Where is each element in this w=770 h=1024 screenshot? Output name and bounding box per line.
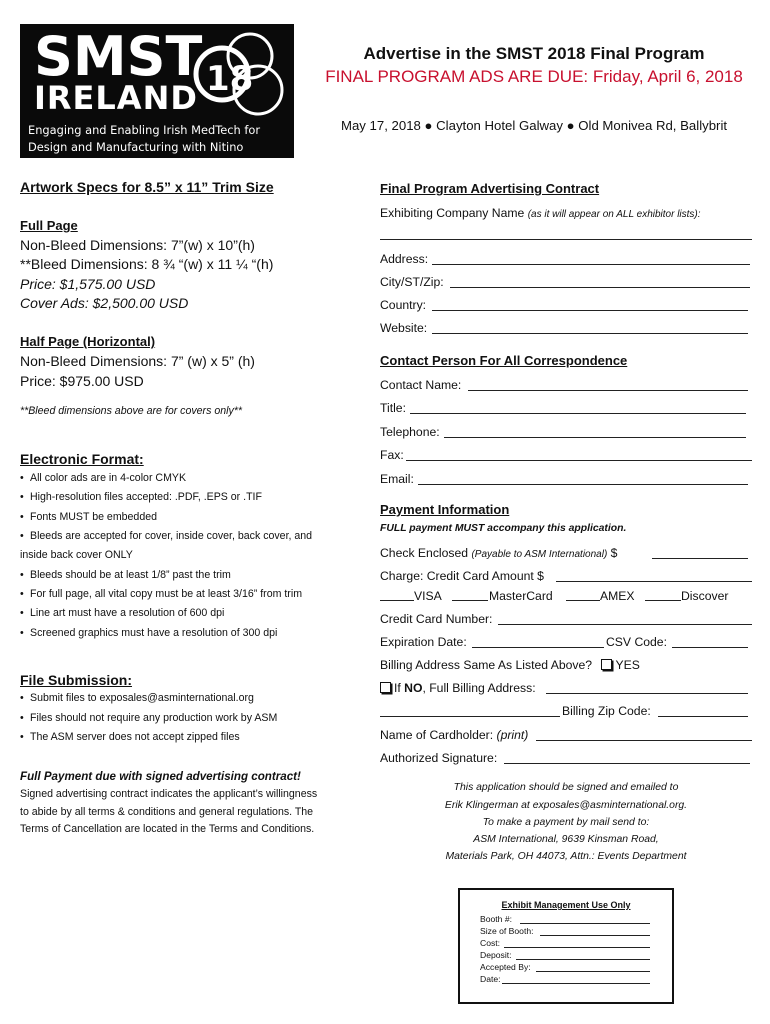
mgmt-accepted-label: Accepted By: bbox=[480, 962, 531, 972]
email-field[interactable] bbox=[418, 484, 748, 485]
discover-checkbox[interactable] bbox=[645, 600, 681, 601]
full-payment-heading: Full Payment due with signed advertising contract! bbox=[20, 770, 301, 783]
visa-label: VISA bbox=[414, 589, 442, 603]
mail-note-line: ASM International, 9639 Kinsman Road, bbox=[473, 834, 659, 845]
cover-ads-price: Cover Ads: $2,500.00 USD bbox=[20, 295, 189, 311]
expiration-label: Expiration Date: bbox=[380, 635, 467, 649]
company-name-note: (as it will appear on ALL exhibitor lists): bbox=[527, 209, 701, 220]
billing-zip-field[interactable] bbox=[658, 716, 748, 717]
contact-title-field[interactable] bbox=[410, 413, 746, 414]
fax-label: Fax: bbox=[380, 448, 404, 462]
mail-note-line: This application should be signed and emailed to bbox=[453, 782, 679, 793]
contact-heading: Contact Person For All Correspondence bbox=[380, 353, 628, 368]
mgmt-date-field[interactable] bbox=[502, 983, 650, 984]
half-page-nonbleed: Non-Bleed Dimensions: 7” (w) x 5” (h) bbox=[20, 353, 255, 369]
half-page-price: Price: $975.00 USD bbox=[20, 373, 144, 389]
mgmt-deposit-field[interactable] bbox=[516, 959, 650, 960]
company-name-label bbox=[380, 206, 701, 220]
csv-field[interactable] bbox=[672, 647, 748, 648]
deadline-notice: FINAL PROGRAM ADS ARE DUE: Friday, April 6, 2018 bbox=[325, 67, 743, 86]
mastercard-checkbox[interactable] bbox=[452, 600, 488, 601]
list-item: • Line art must have a resolution of 600 dpi bbox=[20, 607, 224, 619]
list-item: • Files should not require any production work by ASM bbox=[20, 712, 277, 724]
electronic-format-heading: Electronic Format: bbox=[20, 451, 144, 467]
city-label: City/ST/Zip: bbox=[380, 275, 444, 289]
logo-tagline bbox=[28, 122, 260, 156]
mgmt-size-label: Size of Booth: bbox=[480, 926, 534, 936]
billing-same-checkbox[interactable] bbox=[601, 659, 612, 670]
billing-same-label: Billing Address Same As Listed Above? bbox=[380, 658, 593, 672]
mail-note-line: To make a payment by mail send to: bbox=[482, 817, 650, 828]
full-billing-label: , Full Billing Address: bbox=[422, 681, 536, 695]
visa-checkbox[interactable] bbox=[380, 600, 414, 601]
exhibit-management-box bbox=[458, 888, 674, 1004]
event-date-location: May 17, 2018 ● Clayton Hotel Galway ● Old Monivea Rd, Ballybrit bbox=[340, 118, 728, 133]
mgmt-accepted-field[interactable] bbox=[536, 971, 650, 972]
full-payment-line: Terms of Cancellation are located in the Terms and Conditions. bbox=[20, 823, 315, 835]
list-item: • The ASM server does not accept zipped files bbox=[20, 731, 240, 743]
country-field[interactable] bbox=[432, 310, 748, 311]
list-item: • For full page, all vital copy must be at least 3/16” from trim bbox=[20, 588, 302, 600]
check-amount-field[interactable] bbox=[652, 558, 748, 559]
payment-notice: FULL payment MUST accompany this application. bbox=[380, 523, 627, 534]
full-page-bleed: **Bleed Dimensions: 8 ¾ “(w) x 11 ¼ “(h) bbox=[20, 256, 274, 272]
address-field[interactable] bbox=[432, 264, 750, 265]
mail-note-line: Materials Park, OH 44073, Attn.: Events Department bbox=[445, 851, 687, 862]
billing-address-field-2[interactable] bbox=[380, 716, 560, 717]
signature-field[interactable] bbox=[504, 763, 750, 764]
country-label: Country: bbox=[380, 298, 427, 312]
discover-label: Discover bbox=[681, 589, 729, 603]
list-item: • Bleeds should be at least 1/8” past the trim bbox=[20, 569, 231, 581]
list-item: • Fonts MUST be embedded bbox=[20, 511, 157, 523]
logo-line-1: SMST bbox=[34, 25, 203, 88]
payment-heading: Payment Information bbox=[380, 502, 510, 517]
logo-tagline-line-1: Engaging and Enabling Irish MedTech for bbox=[28, 123, 261, 137]
billing-same-row bbox=[380, 658, 640, 672]
check-enclosed-note: (Payable to ASM International) bbox=[471, 549, 608, 560]
list-item: • High-resolution files accepted: .PDF, .EPS or .TIF bbox=[20, 491, 262, 503]
company-name-text: Exhibiting Company Name bbox=[380, 206, 525, 220]
website-field[interactable] bbox=[432, 333, 748, 334]
email-label: Email: bbox=[380, 472, 414, 486]
bleed-note: **Bleed dimensions above are for covers only** bbox=[20, 405, 243, 417]
full-page-price: Price: $1,575.00 USD bbox=[20, 276, 156, 292]
company-name-field[interactable] bbox=[380, 239, 752, 240]
amex-checkbox[interactable] bbox=[566, 600, 600, 601]
mgmt-cost-label: Cost: bbox=[480, 938, 501, 948]
page-title: Advertise in the SMST 2018 Final Program bbox=[363, 44, 705, 63]
if-label: If bbox=[394, 681, 401, 695]
billing-zip-label: Billing Zip Code: bbox=[562, 704, 651, 718]
city-field[interactable] bbox=[450, 287, 750, 288]
signature-label: Authorized Signature: bbox=[380, 751, 498, 765]
mgmt-cost-field[interactable] bbox=[504, 947, 650, 948]
full-page-heading: Full Page bbox=[20, 218, 78, 233]
cardholder-label: Name of Cardholder: bbox=[380, 728, 494, 742]
check-enclosed-label: Check Enclosed bbox=[380, 546, 469, 560]
logo-tagline-line-2: Design and Manufacturing with Nitino bbox=[28, 140, 244, 154]
cardholder-row bbox=[380, 728, 528, 742]
mgmt-size-field[interactable] bbox=[540, 935, 650, 936]
list-item: • Submit files to exposales@asminternational.org bbox=[20, 692, 254, 704]
mgmt-deposit-label: Deposit: bbox=[480, 950, 512, 960]
list-item: • Bleeds are accepted for cover, inside cover, back cover, and bbox=[20, 530, 312, 542]
mail-note-line: Erik Klingerman at exposales@asminternational.org. bbox=[444, 800, 688, 811]
contact-title-label: Title: bbox=[380, 401, 406, 415]
check-enclosed-row bbox=[380, 546, 617, 560]
list-item-continued: inside back cover ONLY bbox=[20, 549, 133, 561]
cardholder-note: (print) bbox=[496, 728, 529, 742]
fax-field[interactable] bbox=[406, 460, 752, 461]
cardholder-field[interactable] bbox=[536, 740, 752, 741]
logo-number: 18 bbox=[206, 59, 254, 99]
contact-name-label: Contact Name: bbox=[380, 378, 462, 392]
full-page-nonbleed: Non-Bleed Dimensions: 7”(w) x 10”(h) bbox=[20, 237, 255, 253]
no-label: NO bbox=[404, 681, 423, 695]
telephone-field[interactable] bbox=[444, 437, 746, 438]
mastercard-label: MasterCard bbox=[489, 589, 553, 603]
card-number-label: Credit Card Number: bbox=[380, 612, 493, 626]
mgmt-booth-label: Booth #: bbox=[480, 914, 513, 924]
csv-label: CSV Code: bbox=[606, 635, 667, 649]
mgmt-date-label: Date: bbox=[480, 974, 501, 984]
mgmt-booth-field[interactable] bbox=[520, 923, 650, 924]
card-number-field[interactable] bbox=[498, 624, 752, 625]
logo-rings-icon bbox=[188, 30, 292, 122]
contact-name-field[interactable] bbox=[468, 390, 748, 391]
artwork-specs-heading: Artwork Specs for 8.5” x 11” Trim Size bbox=[20, 179, 274, 195]
expiration-field[interactable] bbox=[472, 647, 604, 648]
charge-row bbox=[380, 569, 544, 583]
list-item: • Screened graphics must have a resolution of 300 dpi bbox=[20, 627, 277, 639]
telephone-label: Telephone: bbox=[380, 425, 440, 439]
half-page-heading: Half Page (Horizontal) bbox=[20, 334, 156, 349]
file-submission-heading: File Submission: bbox=[20, 672, 133, 688]
billing-address-field[interactable] bbox=[546, 693, 748, 694]
address-label: Address: bbox=[380, 252, 429, 266]
billing-different-checkbox[interactable] bbox=[380, 682, 391, 693]
website-label: Website: bbox=[380, 321, 428, 335]
exhibit-management-title: Exhibit Management Use Only bbox=[501, 900, 631, 910]
amex-label: AMEX bbox=[600, 589, 635, 603]
charge-dollar-sign: $ bbox=[537, 569, 544, 583]
contract-heading: Final Program Advertising Contract bbox=[380, 181, 600, 196]
check-dollar-sign: $ bbox=[610, 546, 618, 560]
full-payment-line: Signed advertising contract indicates the applicant’s willingness bbox=[20, 788, 318, 800]
billing-address-row bbox=[380, 681, 536, 695]
logo-line-2: IRELAND bbox=[34, 79, 198, 117]
billing-same-yes: YES bbox=[615, 658, 640, 672]
full-payment-line: to abide by all terms & conditions and general regulations. The bbox=[20, 806, 314, 818]
list-item: • All color ads are in 4-color CMYK bbox=[20, 472, 186, 484]
smst-ireland-logo bbox=[20, 24, 294, 158]
charge-label: Charge: Credit Card Amount bbox=[380, 569, 534, 583]
charge-amount-field[interactable] bbox=[556, 581, 752, 582]
